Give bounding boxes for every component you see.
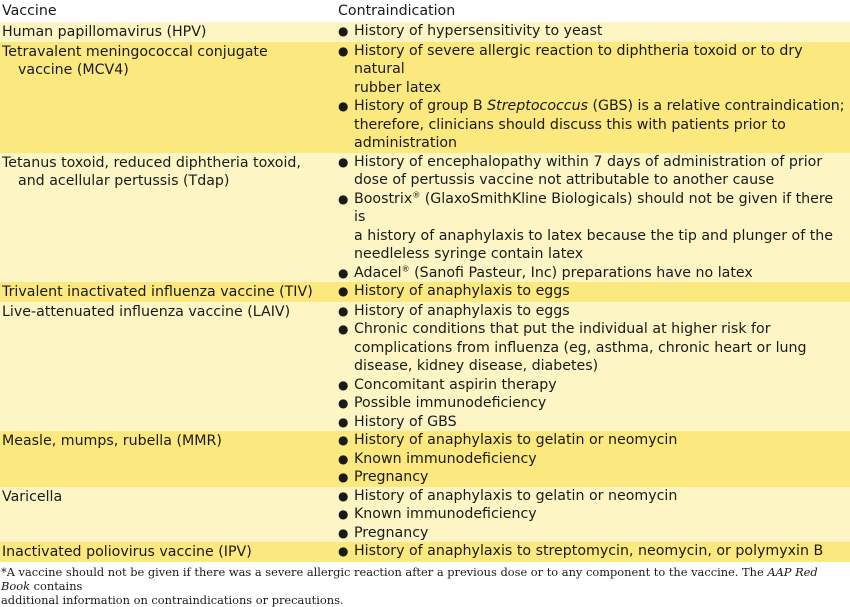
contraindication-text: History of anaphylaxis to streptomycin, neomycin, or polymyxin B: [354, 543, 824, 559]
contraindication-text: Boostrix® (GlaxoSmithKline Biologicals) should not be given if there is a history of anaphylaxis to latex because the tip and plunger of the needleless syringe contain latex: [354, 189, 834, 262]
table-row: [0, 282, 850, 302]
bullet-icon: ●: [338, 265, 349, 280]
contraindication-item: [334, 450, 850, 469]
table-row: [0, 22, 850, 42]
bullet-icon: ●: [338, 43, 349, 58]
contraindication-item: [334, 487, 850, 506]
vaccine-name: Trivalent inactivated influenza vaccine (TIV): [2, 284, 313, 300]
contraindication-text: Possible immunodeficiency: [354, 395, 547, 411]
vaccine-cell: [0, 153, 334, 191]
bullet-icon: ●: [338, 377, 349, 392]
contraindication-item: [334, 376, 850, 395]
vaccine-cell: [0, 487, 334, 507]
contraindication-list: [334, 302, 850, 432]
vaccine-name: Tetravalent meningococcal conjugate vaccine (MCV4): [2, 43, 268, 78]
vaccine-cell: [0, 282, 334, 302]
bullet-icon: ●: [338, 191, 349, 206]
table-row: [0, 302, 850, 432]
bullet-icon: ●: [338, 154, 349, 169]
bullet-icon: ●: [338, 470, 349, 484]
contraindication-item: [334, 190, 850, 264]
contraindication-text: History of severe allergic reaction to diphtheria toxoid or to dry natural rubber latex: [354, 42, 803, 96]
contraindication-item: [334, 413, 850, 432]
contraindication-text: History of anaphylaxis to gelatin or neomycin: [354, 432, 678, 448]
contraindication-text: Known immunodeficiency: [354, 506, 537, 522]
footnote: *A vaccine should not be given if there was a severe allergic reaction after a previous dose or to any component to the vaccine. The AAP Red Book contains additional information on contraindications or precautions.: [0, 562, 850, 607]
vaccine-cell: [0, 22, 334, 42]
contraindication-item: [334, 97, 850, 153]
vaccine-name: Live-attenuated influenza vaccine (LAIV): [2, 303, 291, 320]
vaccine-name: Inactivated poliovirus vaccine (IPV): [2, 544, 252, 560]
bullet-icon: ●: [338, 525, 349, 540]
contraindication-item: [334, 542, 850, 561]
vaccine-name: Measle, mumps, rubella (MMR): [2, 433, 222, 449]
contraindication-item: [334, 282, 850, 301]
contraindication-text: Pregnancy: [354, 524, 429, 541]
table-body: [0, 22, 850, 562]
vaccine-cell: [0, 431, 334, 451]
contraindication-text: History of encephalopathy within 7 days of administration of prior dose of pertussis vaccine not attributable to another cause: [354, 153, 823, 188]
bullet-icon: ●: [338, 414, 349, 429]
vaccine-name: Varicella: [2, 488, 63, 505]
vaccine-name: Tetanus toxoid, reduced diphtheria toxoid, and acellular pertussis (Tdap): [2, 154, 301, 189]
contraindication-list: [334, 487, 850, 543]
contraindication-list: [334, 431, 850, 487]
contraindication-item: [334, 153, 850, 190]
contraindication-item: [334, 468, 850, 487]
contraindication-text: Chronic conditions that put the individual at higher risk for complications from influenza (eg, asthma, chronic heart or lung disease, kidney disease, diabetes): [354, 321, 807, 374]
contraindication-item: [334, 320, 850, 376]
contraindication-text: Concomitant aspirin therapy: [354, 376, 557, 393]
contraindication-item: [334, 264, 850, 283]
bullet-icon: ●: [338, 322, 349, 336]
contraindication-list: [334, 22, 850, 41]
contraindication-item: [334, 302, 850, 321]
vaccine-cell: [0, 542, 334, 562]
contraindication-text: Known immunodeficiency: [354, 450, 537, 467]
contraindication-item: [334, 394, 850, 413]
contraindication-text: History of anaphylaxis to eggs: [354, 283, 570, 299]
bullet-icon: ●: [338, 99, 349, 113]
contraindication-text: History of anaphylaxis to gelatin or neomycin: [354, 487, 678, 504]
bullet-icon: ●: [338, 544, 349, 558]
contraindication-item: [334, 431, 850, 450]
header-contraindication: Contraindication: [338, 3, 456, 19]
contraindication-list: [334, 282, 850, 301]
table-row: [0, 431, 850, 487]
contraindication-list: [334, 153, 850, 283]
table-row: [0, 542, 850, 562]
bullet-icon: ●: [338, 451, 349, 466]
table-row: [0, 153, 850, 283]
contraindication-list: [334, 42, 850, 153]
bullet-icon: ●: [338, 284, 349, 298]
bullet-icon: ●: [338, 488, 349, 503]
bullet-icon: ●: [338, 303, 349, 318]
contraindication-text: Adacel® (Sanofi Pasteur, Inc) preparations have no latex: [354, 263, 753, 281]
bullet-icon: ●: [338, 396, 349, 410]
contraindication-item: [334, 524, 850, 543]
contraindication-list: [334, 542, 850, 561]
vaccine-name: Human papillomavirus (HPV): [2, 24, 207, 40]
contraindication-item: [334, 22, 850, 41]
bullet-icon: ●: [338, 24, 349, 38]
vaccine-cell: [0, 302, 334, 322]
header-vaccine: Vaccine: [2, 3, 57, 19]
bullet-icon: ●: [338, 507, 349, 521]
table-header-row: [0, 0, 850, 22]
table-row: [0, 42, 850, 153]
contraindication-text: History of GBS: [354, 413, 457, 430]
contraindication-text: History of group B Streptococcus (GBS) is a relative contraindication; therefore, clinicians should discuss this with patients prior to administration: [354, 98, 845, 151]
table-row: [0, 487, 850, 543]
contraindication-item: [334, 42, 850, 98]
contraindication-text: Pregnancy: [354, 469, 429, 485]
bullet-icon: ●: [338, 433, 349, 447]
contraindication-text: History of hypersensitivity to yeast: [354, 23, 603, 39]
contraindication-text: History of anaphylaxis to eggs: [354, 302, 570, 319]
contraindication-item: [334, 505, 850, 524]
vaccine-cell: [0, 42, 334, 80]
